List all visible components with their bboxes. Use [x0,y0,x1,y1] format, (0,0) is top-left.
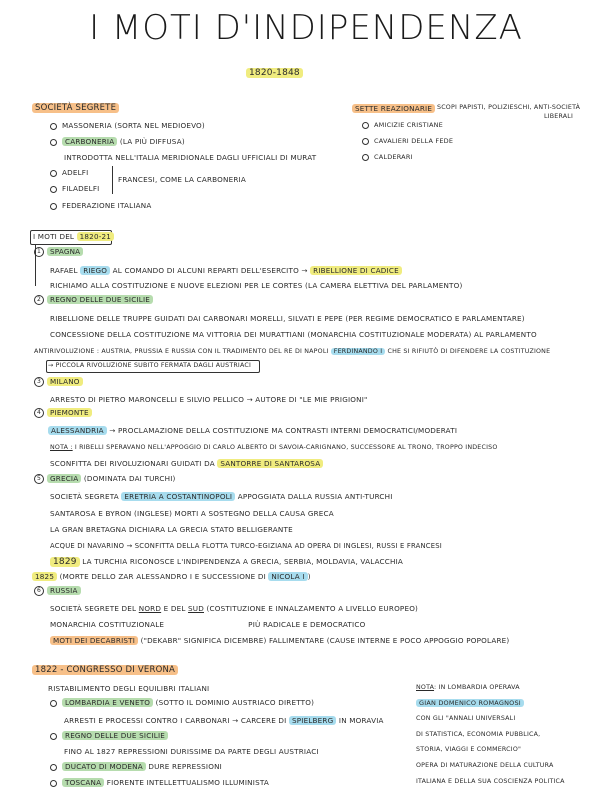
spagna-line-2: RICHIAMO ALLA COSTITUZIONE E NUOVE ELEZIONI PER LE CORTES (LA CAMERA ELETTIVA DEL PARLAMENTO) [50,281,463,290]
bullet-icon [50,186,57,193]
bullet-icon [50,733,57,740]
section-milano: 3 MILANO [34,377,83,387]
societa-heading: SOCIETÀ SEGRETE [32,103,119,113]
section-russia: 6 RUSSIA [34,586,81,596]
bullet-icon [50,170,57,177]
verona-toscana: TOSCANA FIORENTE INTELLETTUALISMO ILLUMINISTA [50,778,269,788]
grecia-line-1: SOCIETÀ SEGRETA ERETRIA A COSTANTINOPOLI APPOGGIATA DALLA RUSSIA ANTI-TURCHI [50,492,393,501]
item-francesi: FRANCESI, COME LA CARBONERIA [118,175,246,184]
grecia-line-2: SANTAROSA E BYRON (INGLESE) MORTI A SOSTEGNO DELLA CAUSA GRECA [50,509,334,518]
nota-l5: ITALIANA E DELLA SUA COSCIENZA POLITICA [416,778,565,785]
nota-label: NOTA: IN LOMBARDIA OPERAVA [416,684,520,691]
russia-line-1: SOCIETÀ SEGRETE DEL NORD E DEL SUD (COSTITUZIONE E INNALZAMENTO A LIVELLO EUROPEO) [50,604,419,613]
verona-arresti: ARRESTI E PROCESSI CONTRO I CARBONARI → CARCERE DI SPIELBERG IN MORAVIA [64,716,384,725]
sicilie-line-4: → PICCOLA RIVOLUZIONE SUBITO FERMATA DAGLI AUSTRIACI [48,362,252,369]
milano-line-1: ARRESTO DI PIETRO MARONCELLI E SILVIO PELLICO → AUTORE DI "LE MIE PRIGIONI" [50,395,368,404]
russia-line-3: MOTI DEI DECABRISTI ("DEKABR" SIGNIFICA DICEMBRE) FALLIMENTARE (CAUSE INTERNE E POCO APPOGGIO POPOLARE) [50,636,509,646]
bullet-icon [50,203,57,210]
section-piemonte: 4 PIEMONTE [34,408,92,418]
russia-pre: 1825 (MORTE DELLO ZAR ALESSANDRO I E SUCCESSIONE DI NICOLA I ) [32,572,311,582]
bullet-icon [50,700,57,707]
section-spagna: 1 SPAGNA [34,247,83,257]
grecia-line-5: 1829 LA TURCHIA RICONOSCE L'INDIPENDENZA A GRECIA, SERBIA, MOLDAVIA, VALACCHIA [50,557,403,567]
item-introdotta: INTRODOTTA NELL'ITALIA MERIDIONALE DAGLI UFFICIALI DI MURAT [64,153,317,162]
sette-desc: SCOPI PAPISTI, POLIZIESCHI, ANTI-SOCIETÀ [437,104,581,111]
grecia-line-3: LA GRAN BRETAGNA DICHIARA LA GRECIA STATO BELLIGERANTE [50,525,293,534]
sette-item: CAVALIERI DELLA FEDE [362,136,453,146]
bullet-icon [50,764,57,771]
bullet-icon [362,122,369,129]
sette-desc-2: LIBERALI [544,113,574,120]
spagna-line-1: RAFAEL RIEGO AL COMANDO DI ALCUNI REPARTI DELL'ESERCITO → RIBELLIONE DI CADICE [50,266,402,276]
bracket [112,166,113,194]
sette-item: AMICIZIE CRISTIANE [362,120,443,130]
nota-l1: CON GLI "ANNALI UNIVERSALI [416,715,516,722]
bullet-icon [362,154,369,161]
item-carboneria: CARBONERIA (LA PIÙ DIFFUSA) [50,137,185,147]
bullet-icon [362,138,369,145]
piemonte-line-1: ALESSANDRIA → PROCLAMAZIONE DELLA COSTITUZIONE MA CONTRASTI INTERNI DEMOCRATICI/MODERATI [48,426,457,436]
sicilie-line-1: RIBELLIONE DELLE TRUPPE GUIDATI DAI CARBONARI MORELLI, SILVATI E PEPE (PER REGIME DEMOCRATICO E PARLAMENTARE) [50,314,525,323]
page-title: I MOTI D'INDIPENDENZA [89,8,523,48]
verona-heading: 1822 - CONGRESSO DI VERONA [32,665,178,675]
nota-l4: OPERA DI MATURAZIONE DELLA CULTURA [416,762,554,769]
item-filadelfi: FILADELFI [50,184,99,194]
item-massoneria: MASSONERIA (SORTA NEL MEDIOEVO) [50,121,205,131]
bullet-icon [50,123,57,130]
sette-item: CALDERARI [362,152,413,162]
verona-fino: FINO AL 1827 REPRESSIONI DURISSIME DA PARTE DEGLI AUSTRIACI [64,747,319,756]
sette-heading: SETTE REAZIONARIE [352,104,435,114]
moti-heading: I MOTI DEL 1820-21 [33,232,114,242]
item-adelfi: ADELFI [50,168,88,178]
section-grecia: 5 GRECIA (DOMINATA DAI TURCHI) [34,474,176,484]
verona-modena: DUCATO DI MODENA DURE REPRESSIONI [50,762,222,772]
nota-name: GIAN DOMENICO ROMAGNOSI [416,698,524,708]
verona-lomb: LOMBARDIA E VENETO (SOTTO IL DOMINIO AUSTRIACO DIRETTO) [50,698,314,708]
russia-line-2: MONARCHIA COSTITUZIONALE PIÙ RADICALE E DEMOCRATICO [50,620,366,629]
verona-due-sicilie: REGNO DELLE DUE SICILIE [50,731,168,741]
nota-l2: DI STATISTICA, ECONOMIA PUBBLICA, [416,731,541,738]
verona-l0: RISTABILIMENTO DEGLI EQUILIBRI ITALIANI [48,684,210,693]
bullet-icon [50,780,57,787]
sicilie-line-2: CONCESSIONE DELLA COSTITUZIONE MA VITTORIA DEI MURATTIANI (MONARCHIA COSTITUZIONALE MODERATA) AL PARLAMENTO [50,330,537,339]
bullet-icon [50,139,57,146]
sicilie-line-3: ANTIRIVOLUZIONE : AUSTRIA, PRUSSIA E RUSSIA CON IL TRADIMENTO DEL RE DI NAPOLI FERDINANDO I CHE SI RIFIUTÒ DI DIFENDERE LA COSTITUZIONE [34,348,551,355]
piemonte-nota: NOTA : I RIBELLI SPERAVANO NELL'APPOGGIO DI CARLO ALBERTO DI SAVOIA-CARIGNANO, SUCCESSORE AL TRONO, TROPPO INDECISO [50,444,498,451]
item-federazione: FEDERAZIONE ITALIANA [50,201,151,211]
section-due-sicilie: 2 REGNO DELLE DUE SICILIE [34,295,153,305]
piemonte-line-3: SCONFITTA DEI RIVOLUZIONARI GUIDATI DA SANTORRE DI SANTAROSA [50,459,323,469]
nota-l3: STORIA, VIAGGI E COMMERCIO" [416,746,522,753]
years-badge: 1820-1848 [246,68,303,78]
grecia-line-4: ACQUE DI NAVARINO → SCONFITTA DELLA FLOTTA TURCO-EGIZIANA AD OPERA DI INGLESI, RUSSI E FRANCESI [50,542,442,550]
